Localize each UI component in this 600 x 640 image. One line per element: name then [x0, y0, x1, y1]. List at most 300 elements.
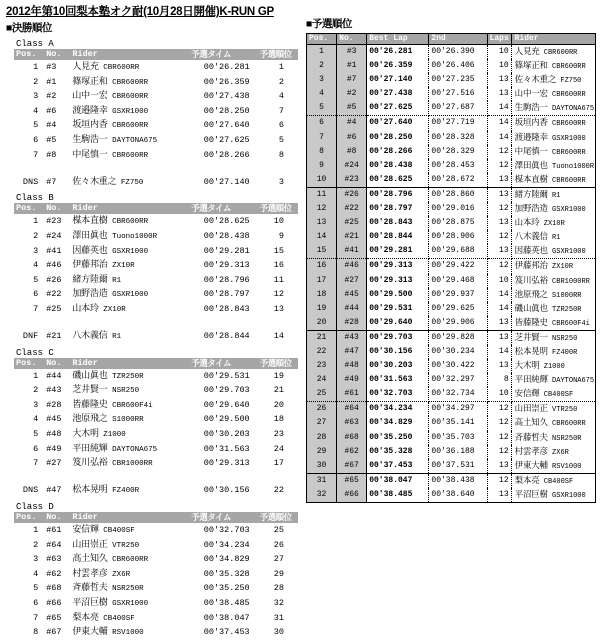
rider-machine: CBR600RR — [107, 122, 149, 131]
row-laps: 10 — [487, 59, 511, 73]
row-qualifying-time — [189, 162, 257, 175]
row-number: #43 — [46, 385, 62, 396]
rider-name: 山中一宏 — [72, 90, 108, 101]
row-position: 12 — [307, 202, 337, 216]
row-best-lap: 00'29.531 — [367, 302, 429, 316]
row-position: 3 — [33, 554, 39, 565]
row-number: #2 — [337, 87, 367, 101]
rider-name: 坂垣内香 — [514, 117, 548, 128]
rider-name: 笈川弘裕 — [72, 457, 108, 468]
rider-machine: Tuono1000R — [107, 232, 158, 241]
row-qualifying-time: 00'34.234 — [203, 539, 250, 550]
page-title: 2012年第10回梨本塾オク耐(10月28日開催)K-RUN GP — [6, 6, 274, 18]
row-number: #24 — [337, 159, 367, 173]
row-number: #21 — [46, 331, 62, 342]
table-row — [14, 483, 298, 498]
row-second-lap: 00'35.703 — [429, 431, 487, 445]
results-col-time: 予選タイム — [189, 203, 257, 214]
row-laps: 13 — [487, 173, 511, 188]
rider-name: 八木義信 — [72, 330, 108, 341]
row-number: #24 — [46, 230, 62, 241]
row-qualifying-rank: 18 — [273, 414, 284, 425]
rider-machine: CBR1000RR — [547, 277, 590, 286]
row-position: 16 — [307, 259, 337, 274]
row-laps: 10 — [487, 387, 511, 402]
row-position: 5 — [33, 583, 39, 594]
row-laps: 12 — [487, 402, 511, 417]
row-qualifying-time: 00'29.531 — [203, 370, 250, 381]
row-second-lap: 00'29.828 — [429, 330, 487, 345]
row-best-lap: 00'27.625 — [367, 101, 429, 116]
table-row — [14, 258, 298, 273]
row-number: #7 — [46, 176, 57, 187]
row-rider — [511, 202, 595, 216]
row-second-lap: 00'30.422 — [429, 359, 487, 373]
rider-machine: R1 — [547, 234, 561, 243]
row-laps: 12 — [487, 416, 511, 430]
table-row — [307, 387, 596, 402]
row-rider — [70, 214, 189, 229]
row-qualifying-time: 00'26.359 — [203, 76, 250, 87]
row-qualifying-rank: 3 — [278, 176, 284, 187]
table-row — [307, 330, 596, 345]
row-position: 7 — [33, 458, 39, 469]
qual-col-no: No. — [337, 34, 367, 45]
row-rider — [70, 383, 189, 398]
rider-machine: GSXR1000 — [547, 248, 586, 257]
rider-name: 平沼巨樹 — [514, 488, 548, 499]
table-row — [307, 45, 596, 60]
row-second-lap: 00'26.406 — [429, 59, 487, 73]
table-row — [14, 273, 298, 288]
row-number: #3 — [337, 45, 367, 60]
rider-name: 澤田眞也 — [72, 229, 108, 240]
row-best-lap: 00'29.313 — [367, 259, 429, 274]
table-row — [307, 359, 596, 373]
row-position: 8 — [33, 627, 39, 638]
row-number: #66 — [337, 488, 367, 503]
row-best-lap: 00'35.328 — [367, 445, 429, 459]
row-position: DNS — [22, 176, 39, 187]
row-second-lap: 00'28.453 — [429, 159, 487, 173]
row-qualifying-rank: 6 — [278, 120, 284, 131]
row-second-lap: 00'28.672 — [429, 173, 487, 188]
rider-name: 澤田眞也 — [514, 159, 548, 170]
row-qualifying-time: 00'28.844 — [203, 331, 250, 342]
final-results-class-list — [6, 39, 298, 640]
row-position: 1 — [307, 45, 337, 60]
row-qualifying-rank: 23 — [273, 429, 284, 440]
row-rider — [511, 131, 595, 145]
table-spacer-row — [14, 162, 298, 175]
rider-machine: CBR600RR — [107, 93, 149, 102]
rider-machine: Tuono1000R — [547, 162, 595, 171]
row-qualifying-time: 00'27.640 — [203, 120, 250, 131]
row-second-lap: 00'37.531 — [429, 459, 487, 474]
row-laps: 12 — [487, 445, 511, 459]
results-col-rider: Rider — [70, 203, 189, 214]
row-best-lap: 00'38.047 — [367, 473, 429, 488]
rider-machine: CBR600RR — [547, 63, 586, 72]
rider-name: 因藤英也 — [72, 244, 108, 255]
table-row — [14, 611, 298, 626]
row-laps: 13 — [487, 359, 511, 373]
rider-name: 楳本直樹 — [72, 215, 108, 226]
row-number: #63 — [337, 416, 367, 430]
rider-name: 中尾慎一 — [514, 145, 548, 156]
row-number: #27 — [46, 458, 62, 469]
row-number: #68 — [337, 431, 367, 445]
row-rider — [511, 488, 595, 503]
class-label: Class D — [16, 502, 54, 513]
rider-name: 山田崇正 — [72, 538, 108, 549]
row-second-lap: 00'35.141 — [429, 416, 487, 430]
row-number: #8 — [337, 145, 367, 159]
rider-machine: S1000RR — [547, 291, 582, 300]
row-qualifying-time: 00'28.843 — [203, 303, 250, 314]
row-number: #43 — [337, 330, 367, 345]
row-best-lap: 00'28.625 — [367, 173, 429, 188]
row-number: #25 — [46, 303, 62, 314]
rider-name: 山本玲 — [72, 302, 99, 313]
row-rider — [70, 581, 189, 596]
row-qualifying-rank: 8 — [278, 149, 284, 160]
table-row — [307, 402, 596, 417]
row-position: 14 — [307, 230, 337, 244]
row-best-lap: 00'30.203 — [367, 359, 429, 373]
rider-name: 斉藤哲夫 — [72, 582, 108, 593]
row-position: 7 — [33, 303, 39, 314]
row-position: 11 — [307, 187, 337, 202]
rider-machine: R1 — [107, 276, 122, 285]
rider-name: 平沼巨樹 — [72, 597, 108, 607]
row-rider — [70, 596, 189, 611]
row-number: #22 — [337, 202, 367, 216]
row-qualifying-rank: 9 — [278, 230, 284, 241]
row-rider — [511, 73, 595, 87]
row-laps: 13 — [487, 244, 511, 259]
row-position: 27 — [307, 416, 337, 430]
row-qualifying-rank: 14 — [273, 331, 284, 342]
row-position: 17 — [307, 274, 337, 288]
qualifying-results-column — [306, 16, 596, 503]
table-row — [307, 316, 596, 331]
rider-machine: ZX6R — [107, 570, 131, 579]
rider-machine: ZX10R — [547, 263, 574, 272]
row-laps: 12 — [487, 431, 511, 445]
row-number: #47 — [337, 345, 367, 359]
rider-machine: NSR250R — [547, 434, 582, 443]
rider-name: 大木明 — [72, 428, 99, 439]
rider-machine: Z1000 — [98, 431, 126, 440]
row-rider — [70, 244, 189, 259]
table-row — [14, 329, 298, 344]
row-number: #23 — [46, 216, 62, 227]
table-row — [307, 159, 596, 173]
row-best-lap: 00'34.234 — [367, 402, 429, 417]
row-number: #45 — [337, 288, 367, 302]
row-best-lap: 00'26.281 — [367, 45, 429, 60]
row-rider — [70, 229, 189, 244]
rider-name: 斉藤哲夫 — [514, 431, 548, 442]
row-position: 3 — [33, 399, 39, 410]
results-header-row — [14, 203, 298, 214]
results-col-no: No. — [44, 358, 70, 369]
row-rider — [511, 373, 595, 387]
row-qualifying-rank: 30 — [273, 627, 284, 638]
results-col-pos: Pos. — [14, 203, 44, 214]
row-position: 15 — [307, 244, 337, 259]
row-qualifying-time: 00'27.625 — [203, 134, 250, 145]
row-position: 29 — [307, 445, 337, 459]
row-number: #64 — [46, 539, 62, 550]
row-rider — [70, 329, 189, 344]
results-col-time: 予選タイム — [189, 49, 257, 60]
row-qualifying-time: 00'29.500 — [203, 414, 250, 425]
row-number: #62 — [337, 445, 367, 459]
row-second-lap: 00'27.687 — [429, 101, 487, 116]
row-rider — [70, 89, 189, 104]
rider-machine: RSV1000 — [547, 462, 582, 471]
table-row — [14, 552, 298, 567]
row-position: 19 — [307, 302, 337, 316]
row-second-lap: 00'32.734 — [429, 387, 487, 402]
row-laps: 13 — [487, 216, 511, 230]
results-col-rider: Rider — [70, 512, 189, 523]
rider-machine: CBR600RR — [107, 78, 149, 87]
row-number: #23 — [337, 173, 367, 188]
row-best-lap: 00'38.485 — [367, 488, 429, 503]
row-position: 1 — [33, 370, 39, 381]
rider-name: 生駒浩一 — [72, 133, 108, 144]
row-rider — [511, 45, 595, 60]
row-best-lap: 00'31.563 — [367, 373, 429, 387]
table-row — [14, 369, 298, 384]
table-row — [14, 229, 298, 244]
results-col-time: 予選タイム — [189, 358, 257, 369]
table-row — [14, 175, 298, 190]
row-position — [14, 162, 44, 175]
row-laps: 12 — [487, 159, 511, 173]
row-number: #1 — [337, 59, 367, 73]
row-laps: 13 — [487, 87, 511, 101]
row-number: #66 — [46, 598, 62, 608]
rider-name: 芝井賢一 — [72, 384, 108, 395]
row-qualifying-rank: 25 — [273, 525, 284, 536]
table-row — [14, 538, 298, 553]
row-best-lap: 00'28.266 — [367, 145, 429, 159]
row-qualifying-rank: 31 — [273, 612, 284, 623]
row-number: #28 — [46, 399, 62, 410]
row-qualifying-time: 00'30.203 — [203, 429, 250, 440]
row-best-lap: 00'26.359 — [367, 59, 429, 73]
table-row — [307, 488, 596, 503]
row-number: #7 — [337, 73, 367, 87]
results-col-no: No. — [44, 512, 70, 523]
row-qualifying-rank: 12 — [273, 289, 284, 300]
qualifying-body — [307, 45, 596, 503]
row-qualifying-time: 00'38.485 — [203, 598, 250, 608]
row-position: 2 — [33, 385, 39, 396]
rider-machine: CBR600RR — [98, 64, 140, 72]
results-col-no: No. — [44, 49, 70, 60]
row-qualifying-time: 00'38.047 — [203, 612, 250, 623]
table-row — [14, 625, 298, 640]
table-row — [307, 416, 596, 430]
row-rider — [511, 302, 595, 316]
qual-col-rider: Rider — [511, 34, 595, 45]
rider-name: 八木義信 — [514, 231, 548, 242]
row-best-lap: 00'28.796 — [367, 187, 429, 202]
row-position: 1 — [33, 216, 39, 227]
row-rider — [511, 59, 595, 73]
row-number: #26 — [46, 274, 62, 285]
row-qualifying-rank: 17 — [273, 458, 284, 469]
table-row — [307, 187, 596, 202]
rider-name: 梨本亮 — [72, 611, 99, 622]
row-number: #65 — [337, 473, 367, 488]
table-row — [14, 89, 298, 104]
rider-name: 高土知久 — [72, 553, 108, 564]
row-qualifying-rank: 27 — [273, 554, 284, 565]
row-rider — [70, 317, 189, 330]
row-qualifying-rank — [258, 317, 298, 330]
row-qualifying-rank: 2 — [278, 76, 284, 87]
row-rider — [511, 359, 595, 373]
rider-name: 池原飛之 — [72, 413, 108, 424]
row-rider — [511, 416, 595, 430]
rider-name: 磯山眞也 — [72, 369, 108, 380]
row-position: 6 — [33, 289, 39, 300]
rider-name: 芝井賢一 — [514, 331, 548, 342]
row-position: 6 — [33, 598, 39, 608]
rider-name: 松本晃明 — [72, 484, 108, 495]
row-rider — [511, 402, 595, 417]
row-number: #25 — [337, 216, 367, 230]
row-number: #26 — [337, 187, 367, 202]
row-best-lap: 00'28.797 — [367, 202, 429, 216]
rider-machine: ZX6R — [547, 448, 569, 457]
row-second-lap: 00'38.640 — [429, 488, 487, 503]
row-number: #49 — [337, 373, 367, 387]
row-laps: 13 — [487, 73, 511, 87]
rider-machine: CBR600RR — [547, 91, 586, 100]
row-number: #27 — [337, 274, 367, 288]
row-laps: 10 — [487, 45, 511, 60]
rider-machine: GSXR1000 — [107, 600, 149, 608]
results-table — [14, 203, 298, 343]
table-row — [14, 244, 298, 259]
rider-machine: RSV1000 — [107, 629, 144, 638]
row-qualifying-rank — [258, 162, 298, 175]
row-laps: 13 — [487, 316, 511, 331]
rider-machine: CBR600F4i — [107, 401, 153, 410]
table-row — [14, 287, 298, 302]
row-best-lap: 00'37.453 — [367, 459, 429, 474]
rider-name: 村雲孝彦 — [72, 567, 108, 578]
row-number: #41 — [337, 244, 367, 259]
row-qualifying-rank: 11 — [273, 274, 284, 285]
row-rider — [70, 60, 189, 75]
row-position: 10 — [307, 173, 337, 188]
rider-machine: ZX10R — [98, 305, 126, 314]
row-second-lap: 00'28.875 — [429, 216, 487, 230]
row-position: 24 — [307, 373, 337, 387]
row-second-lap: 00'38.438 — [429, 473, 487, 488]
row-rider — [70, 133, 189, 148]
row-position: DNS — [22, 485, 39, 496]
row-laps: 12 — [487, 259, 511, 274]
row-second-lap: 00'28.328 — [429, 131, 487, 145]
row-number: #67 — [46, 627, 62, 638]
rider-machine: TZR250R — [107, 372, 144, 381]
results-col-rank: 予選順位 — [258, 358, 298, 369]
row-qualifying-time — [189, 471, 257, 484]
row-position: 4 — [33, 414, 39, 425]
table-spacer-row — [14, 317, 298, 330]
row-second-lap: 00'32.297 — [429, 373, 487, 387]
rider-name: 加野浩造 — [514, 203, 548, 214]
rider-machine: CBR600RR — [547, 176, 586, 185]
row-second-lap: 00'36.188 — [429, 445, 487, 459]
row-position: 1 — [33, 62, 39, 72]
table-row — [307, 59, 596, 73]
row-number: #44 — [46, 370, 62, 381]
row-rider — [70, 567, 189, 582]
row-second-lap: 00'29.937 — [429, 288, 487, 302]
rider-machine: ZX10R — [539, 220, 565, 229]
row-qualifying-rank — [258, 471, 298, 484]
row-position: 5 — [33, 274, 39, 285]
row-rider — [70, 287, 189, 302]
row-number: #46 — [46, 260, 62, 271]
table-row — [307, 302, 596, 316]
qual-col-second: 2nd — [429, 34, 487, 45]
row-rider — [511, 330, 595, 345]
rider-machine: R1 — [547, 191, 561, 200]
row-number: #1 — [46, 76, 57, 87]
table-row — [14, 456, 298, 471]
rider-name: 楳本直樹 — [514, 173, 548, 184]
row-position: 25 — [307, 387, 337, 402]
row-rider — [511, 187, 595, 202]
row-qualifying-time — [189, 317, 257, 330]
row-position: 7 — [307, 131, 337, 145]
row-number — [44, 162, 70, 175]
rider-name: 安信輝 — [514, 388, 540, 399]
rider-name: 緒方陸爾 — [514, 188, 548, 199]
rider-machine: FZ400R — [107, 487, 140, 496]
rider-name: 伊藤邦治 — [514, 260, 548, 271]
rider-name: 笈川弘裕 — [514, 274, 548, 285]
rider-name: 渡邉隆幸 — [72, 104, 108, 115]
rider-machine: CBR600RR — [547, 120, 586, 129]
row-rider — [70, 611, 189, 626]
row-laps: 12 — [487, 473, 511, 488]
results-col-rider: Rider — [70, 49, 189, 60]
table-row — [14, 133, 298, 148]
rider-machine: NSR250 — [107, 387, 140, 396]
rider-name: 佐々木重之 — [514, 74, 557, 85]
row-number: #61 — [337, 387, 367, 402]
row-position: 26 — [307, 402, 337, 417]
rider-machine: DAYTONA675 — [547, 105, 595, 114]
rider-machine: CB400SF — [539, 477, 574, 486]
row-rider — [511, 216, 595, 230]
row-qualifying-time: 00'28.796 — [203, 274, 250, 285]
qual-col-best: Best Lap — [367, 34, 429, 45]
row-position: 28 — [307, 431, 337, 445]
